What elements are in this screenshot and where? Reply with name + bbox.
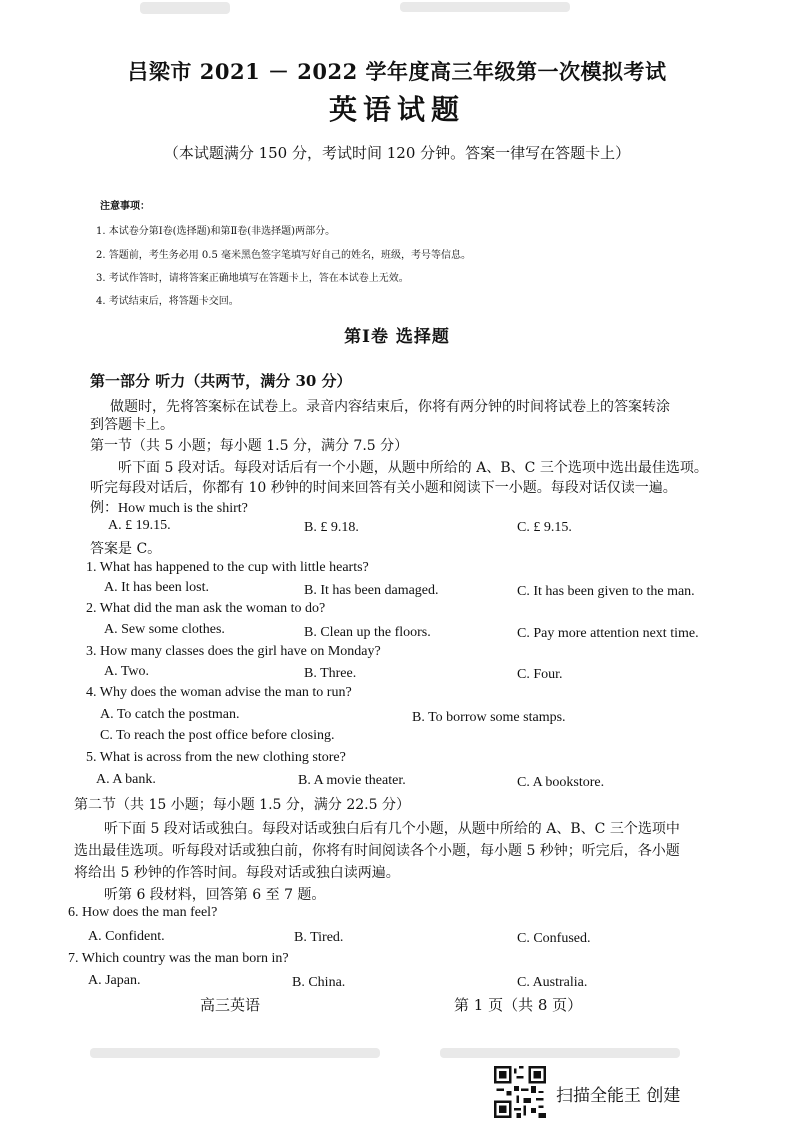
option-c: C. Four.	[517, 667, 563, 682]
option-a: A. Japan.	[88, 973, 141, 988]
question: 3. How many classes does the girl have on Monday?	[86, 644, 381, 659]
option-b: B. To borrow some stamps.	[412, 710, 566, 725]
scan-smudge	[140, 2, 230, 14]
section-instructions: 听完每段对话后，你都有 10 秒钟的时间来回答有关小题和阅读下一小题。每段对话仅读一遍。	[90, 480, 677, 496]
footer-subject: 高三英语	[200, 996, 261, 1014]
part-intro: 到答题卡上。	[90, 417, 174, 433]
question: 6. How does the man feel?	[68, 905, 218, 920]
section-instructions: 将给出 5 秒钟的作答时间。每段对话或独白读两遍。	[74, 865, 400, 881]
option-c: C. Australia.	[517, 975, 588, 990]
question: 7. Which country was the man born in?	[68, 951, 289, 966]
option-a: A. £ 19.15.	[108, 518, 171, 533]
section-instructions: 听下面 5 段对话。每段对话后有一个小题，从题中所给的 A、B、C 三个选项中选出最佳选项。	[118, 460, 708, 476]
section-instructions: 选出最佳选项。听每段对话或独白前，你将有时间阅读各个小题，每小题 5 秒钟；听完后，各小题	[74, 843, 680, 859]
notice-item: 4. 考试结束后，将答题卡交回。	[96, 296, 239, 307]
notice-heading: 注意事项：	[100, 201, 150, 212]
option-a: A. Two.	[104, 664, 150, 679]
option-b: B. It has been damaged.	[304, 583, 439, 598]
section-title: 第一节（共 5 小题；每小题 1.5 分，满分 7.5 分）	[90, 438, 409, 454]
option-b: B. £ 9.18.	[304, 520, 359, 535]
question: 2. What did the man ask the woman to do?	[86, 601, 326, 616]
option-a: A. To catch the postman.	[100, 707, 240, 722]
option-a: A. It has been lost.	[104, 580, 209, 595]
question: 4. Why does the woman advise the man to run?	[86, 685, 352, 700]
scan-smudge	[400, 2, 570, 12]
option-a: A. Confident.	[88, 929, 165, 944]
option-a: A. Sew some clothes.	[104, 622, 225, 637]
material-note: 听第 6 段材料，回答第 6 至 7 题。	[104, 887, 326, 903]
part-intro: 做题时，先将答案标在试卷上。录音内容结束后，你将有两分钟的时间将试卷上的答案转涂	[110, 399, 670, 415]
notice-item: 2. 答题前，考生务必用 0.5 毫米黑色签字笔填写好自己的姓名，班级，考号等信息。	[96, 250, 471, 261]
scan-smudge	[440, 1048, 680, 1058]
scanner-watermark: 扫描全能王 创建	[556, 1086, 681, 1106]
example-answer: 答案是 C。	[90, 541, 162, 557]
exam-title: 吕梁市 2021 － 2022 学年度高三年级第一次模拟考试	[127, 59, 667, 84]
option-c: C. It has been given to the man.	[517, 584, 695, 599]
option-b: B. A movie theater.	[298, 773, 406, 788]
option-c: C. A bookstore.	[517, 775, 605, 790]
subject-title: 英语试题	[328, 93, 465, 126]
option-a: A. A bank.	[96, 772, 156, 787]
section-title: 第二节（共 15 小题；每小题 1.5 分，满分 22.5 分）	[74, 797, 410, 813]
volume-title: 第Ⅰ卷 选择题	[344, 327, 450, 347]
option-c: C. Confused.	[517, 931, 591, 946]
option-c: C. To reach the post office before closing.	[100, 728, 335, 743]
notice-item: 3. 考试作答时，请将答案正确地填写在答题卡上，答在本试卷上无效。	[96, 273, 409, 284]
option-c: C. £ 9.15.	[517, 520, 572, 535]
example-question: 例：How much is the shirt?	[90, 501, 248, 516]
option-b: B. Tired.	[294, 930, 344, 945]
scan-smudge	[90, 1048, 380, 1058]
option-b: B. Three.	[304, 666, 357, 681]
part-title: 第一部分 听力（共两节，满分 30 分）	[90, 372, 352, 390]
option-c: C. Pay more attention next time.	[517, 626, 699, 641]
exam-instructions: （本试题满分 150 分，考试时间 120 分钟。答案一律写在答题卡上）	[163, 144, 631, 162]
notice-item: 1. 本试卷分第Ⅰ卷(选择题)和第Ⅱ卷(非选择题)两部分。	[96, 226, 336, 237]
option-b: B. Clean up the floors.	[304, 625, 431, 640]
option-b: B. China.	[292, 975, 346, 990]
qr-code-icon	[494, 1066, 546, 1118]
page-number: 第 1 页（共 8 页）	[454, 996, 583, 1014]
question: 1. What has happened to the cup with little hearts?	[86, 560, 369, 575]
section-instructions: 听下面 5 段对话或独白。每段对话或独白后有几个小题，从题中所给的 A、B、C 三个选项中	[104, 821, 680, 837]
question: 5. What is across from the new clothing store?	[86, 750, 346, 765]
